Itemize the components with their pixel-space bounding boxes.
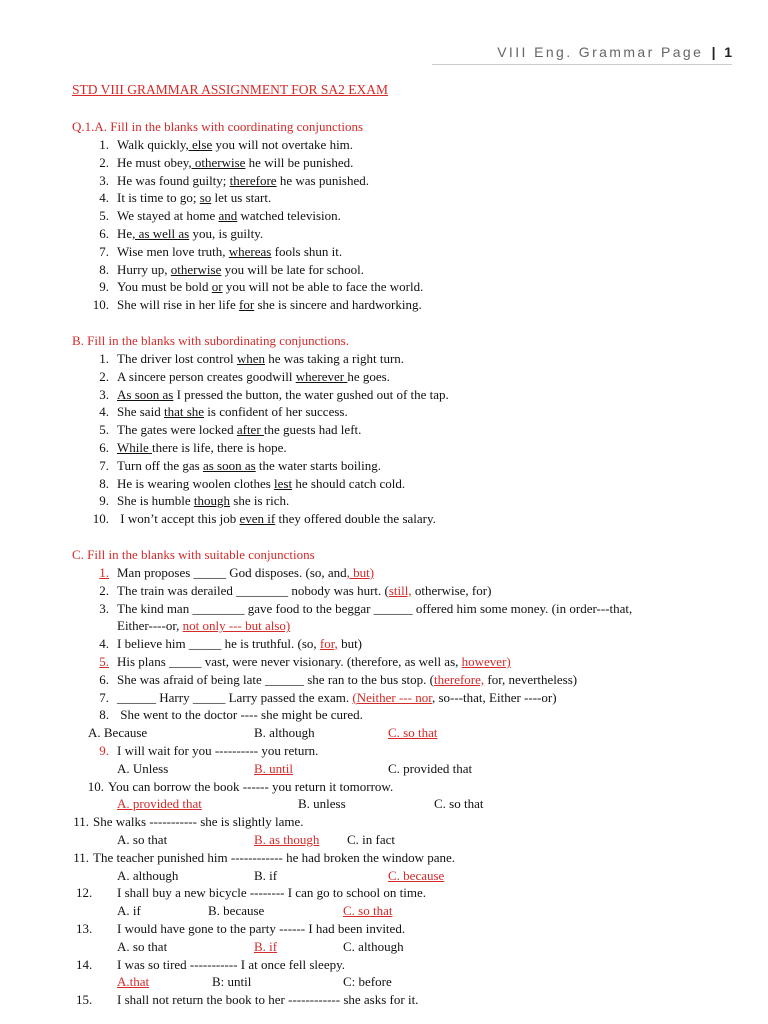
item-text: Walk quickly (117, 137, 186, 152)
section-b-list (72, 350, 732, 528)
option-c-answer: C. because (388, 867, 445, 883)
item-text: he was punished. (276, 172, 370, 188)
item-answer: as soon as (202, 457, 256, 473)
item-number: 10. (92, 297, 109, 313)
item-text: His plans _____ vast, were never visionary. (therefore, as well as, (117, 653, 462, 669)
item-number: 5. (99, 422, 109, 438)
options-row (72, 973, 732, 991)
option-b: B. unless (298, 796, 346, 812)
item-text: he was taking a right turn. (265, 351, 405, 366)
item-answer: not only --- but also) (182, 618, 291, 634)
options-row (72, 760, 732, 778)
item-text: he goes. (347, 368, 390, 384)
item-text: I pressed the button, the water gushed out of the tap. (173, 386, 449, 402)
list-item (72, 778, 732, 796)
option-a: A. so that (117, 938, 168, 954)
item-number: 4. (99, 190, 109, 206)
item-number: 3. (99, 386, 109, 402)
header-divider: | (711, 44, 718, 60)
item-number: 10. (87, 778, 104, 794)
item-number: 1. (99, 137, 109, 152)
option-a-answer: A.that (117, 974, 150, 990)
list-item (72, 956, 732, 974)
item-text: for, nevertheless) (484, 671, 578, 687)
item-text: he will be punished. (245, 154, 354, 170)
item-text: you will be late for school. (221, 261, 364, 277)
options-row (72, 867, 732, 885)
item-number: 8. (99, 475, 109, 491)
options-row (72, 831, 732, 849)
item-text: You can borrow the book ------ you return it tomorrow. (108, 778, 394, 794)
item-text: I would have gone to the party ------ I had been invited. (117, 920, 406, 936)
list-item (72, 635, 732, 653)
item-number: 3. (99, 600, 109, 616)
item-answer: when (236, 351, 266, 366)
item-text: she is sincere and hardworking. (254, 297, 422, 313)
item-number: 13. (76, 920, 93, 936)
item-text: I won’t accept this job (117, 511, 240, 527)
item-number: 5. (99, 208, 109, 224)
section-a-heading: Q.1.A. Fill in the blanks with coordinating conjunctions (72, 119, 364, 134)
list-item (72, 582, 732, 600)
item-text: I believe him _____ he is truthful. (so, (117, 636, 320, 652)
item-number: 7. (99, 457, 109, 473)
item-number: 2. (99, 368, 109, 384)
list-item (72, 706, 732, 724)
item-text: the guests had left. (263, 422, 362, 438)
item-number: 12. (76, 885, 93, 901)
list-item (72, 278, 732, 296)
item-number: 15. (76, 992, 93, 1008)
item-answer: and (218, 208, 238, 224)
item-answer: otherwise (170, 261, 222, 277)
item-answer: though (193, 493, 231, 509)
item-text: there is life, there is hope. (152, 439, 287, 455)
item-text: you, is guilty. (189, 225, 264, 241)
list-item (72, 386, 732, 404)
item-text: You must be bold (117, 279, 212, 295)
list-item (72, 475, 732, 493)
item-number: 7. (99, 689, 109, 705)
list-item (0, 849, 732, 867)
item-text: The driver lost control (117, 351, 237, 366)
item-number: 7. (99, 243, 109, 259)
list-item (72, 350, 732, 368)
option-a: A. so that (117, 831, 168, 847)
list-item (72, 368, 732, 386)
section-b (72, 332, 732, 528)
list-item (72, 403, 732, 421)
item-answer: after (236, 422, 264, 438)
item-number: 11. (73, 814, 89, 830)
item-text: The teacher punished him ------------ he had broken the window pane. (93, 849, 456, 865)
item-answer: wherever (295, 368, 348, 384)
item-text: , so---that, Either ----or) (432, 689, 557, 705)
item-answer: lest (274, 475, 293, 491)
item-answer: for (239, 297, 255, 313)
item-text: Either----or, (117, 618, 183, 634)
section-c (72, 546, 732, 1009)
section-a-list (72, 136, 732, 314)
list-item (72, 600, 732, 618)
item-text: It is time to go; (117, 190, 200, 206)
item-number: 8. (99, 707, 109, 723)
item-answer: , but) (346, 565, 375, 580)
item-answer: so (199, 190, 212, 206)
item-text: she is rich. (230, 493, 290, 509)
item-text: you will not be able to face the world. (222, 279, 424, 295)
option-a-answer: A. provided that (117, 796, 202, 812)
list-item (72, 439, 732, 457)
item-number: 10. (92, 511, 109, 527)
option-a: A. although (117, 867, 179, 883)
item-answer: While (117, 439, 153, 455)
options-row (72, 938, 732, 956)
option-b: B: until (212, 974, 252, 990)
option-a: A. if (117, 903, 141, 919)
item-text: they offered double the salary. (275, 511, 436, 527)
item-answer: for, (319, 636, 338, 652)
item-number: 9. (99, 279, 109, 295)
option-b-answer: B. if (254, 938, 278, 954)
item-text: I was so tired ----------- I at once fell sleepy. (117, 956, 345, 972)
option-a: A. Because (88, 725, 148, 741)
item-text: We stayed at home (117, 208, 219, 224)
list-item (72, 653, 732, 671)
item-number: 1. (99, 351, 109, 366)
item-answer: , as well as (132, 225, 190, 241)
item-text: let us start. (211, 190, 272, 206)
page-number: 1 (724, 44, 732, 60)
item-text: Turn off the gas (117, 457, 203, 473)
item-number: 5. (99, 653, 109, 669)
header-text: VIII Eng. Grammar Page (497, 44, 704, 60)
list-item (0, 813, 732, 831)
item-number: 2. (99, 582, 109, 598)
item-text: She went to the doctor ---- she might be cured. (117, 707, 363, 723)
option-c: C. in fact (347, 831, 396, 847)
item-answer: , else (185, 137, 213, 152)
item-text: He was found guilty; (117, 172, 230, 188)
option-a: A. Unless (117, 760, 169, 776)
item-text: is confident of her success. (204, 404, 348, 420)
item-answer: therefore (229, 172, 277, 188)
item-text: he should catch cold. (292, 475, 406, 491)
item-text: Man proposes _____ God disposes. (so, and (117, 565, 347, 580)
option-c: C: before (343, 974, 392, 990)
item-number: 6. (99, 671, 109, 687)
item-text: She said (117, 404, 164, 420)
section-b-heading: B. Fill in the blanks with subordinating conjunctions. (72, 333, 349, 348)
list-item (72, 421, 732, 439)
option-c: C. provided that (388, 760, 473, 776)
list-item (72, 884, 732, 902)
item-number: 9. (99, 493, 109, 509)
list-item (72, 154, 732, 172)
option-c: C. so that (434, 796, 484, 812)
list-item (72, 207, 732, 225)
list-item (72, 261, 732, 279)
list-item (72, 457, 732, 475)
item-number: 9. (99, 742, 109, 758)
list-item (72, 296, 732, 314)
list-item (72, 920, 732, 938)
list-item (72, 510, 732, 528)
item-number: 4. (99, 404, 109, 420)
list-item (72, 991, 732, 1009)
item-answer: therefore, (433, 671, 485, 687)
options-row (72, 795, 732, 813)
option-c-answer: C. so that (343, 903, 393, 919)
item-text: He must obey (117, 154, 189, 170)
option-b: B. if (254, 867, 278, 883)
item-text: I shall buy a new bicycle -------- I can go to school on time. (117, 885, 427, 901)
page-header (497, 44, 732, 60)
item-text: She is humble (117, 493, 194, 509)
item-answer: however) (461, 653, 511, 669)
item-text: A sincere person creates goodwill (117, 368, 296, 384)
option-c-answer: C. so that (388, 725, 438, 741)
item-text: She will rise in her life (117, 297, 240, 313)
item-text: I will wait for you ---------- you return. (117, 742, 319, 758)
item-answer: , otherwise (188, 154, 246, 170)
item-text: The gates were locked (117, 422, 237, 438)
item-text: but) (337, 636, 363, 652)
item-text: The train was derailed ________ nobody was hurt. ( (117, 582, 389, 598)
list-item (72, 564, 732, 582)
item-text: you will not overtake him. (212, 137, 354, 152)
header-rule (432, 64, 732, 65)
list-item (72, 689, 732, 707)
item-text: The kind man ________ gave food to the beggar ______ offered him some money. (in order---that, (117, 600, 633, 616)
option-b: B. because (208, 903, 265, 919)
option-c: C. although (343, 938, 404, 954)
item-answer: (Neither --- nor (352, 689, 432, 705)
item-text: Wise men love truth, (117, 243, 229, 259)
item-text: watched television. (237, 208, 341, 224)
options-row (72, 724, 732, 742)
list-item (72, 189, 732, 207)
item-answer: As soon as (117, 386, 174, 402)
item-text: fools shun it. (271, 243, 343, 259)
item-number: 14. (76, 956, 93, 972)
item-number: 2. (99, 154, 109, 170)
list-item-continued (72, 617, 732, 635)
page-title: STD VIII GRAMMAR ASSIGNMENT FOR SA2 EXAM (72, 82, 389, 97)
item-number: 6. (99, 225, 109, 241)
options-row (72, 902, 732, 920)
list-item (72, 172, 732, 190)
item-text: I shall not return the book to her ------------ she asks for it. (117, 992, 419, 1008)
list-item (72, 671, 732, 689)
section-c-heading: C. Fill in the blanks with suitable conjunctions (72, 547, 315, 562)
item-number: 11. (73, 849, 89, 865)
item-number: 1. (99, 565, 109, 580)
item-answer: whereas (228, 243, 272, 259)
list-item (72, 225, 732, 243)
item-answer: or (211, 279, 223, 295)
section-a (72, 118, 732, 314)
item-text: She walks ----------- she is slightly lame. (93, 814, 304, 830)
list-item (72, 742, 732, 760)
item-answer: that she (163, 404, 205, 420)
option-b: B. although (254, 725, 315, 741)
list-item (72, 492, 732, 510)
item-number: 8. (99, 261, 109, 277)
item-answer: even if (239, 511, 276, 527)
option-b-answer: B. as though (254, 831, 320, 847)
item-text: She was afraid of being late ______ she ran to the bus stop. ( (117, 671, 434, 687)
item-text: ______ Harry _____ Larry passed the exam. (117, 689, 353, 705)
item-text: otherwise, for) (411, 582, 492, 598)
list-item (72, 243, 732, 261)
item-text: the water starts boiling. (255, 457, 381, 473)
item-number: 3. (99, 172, 109, 188)
item-text: He is wearing woolen clothes (117, 475, 275, 491)
item-text: He (117, 225, 133, 241)
item-number: 6. (99, 439, 109, 455)
item-answer: still, (388, 582, 412, 598)
option-b-answer: B. until (254, 760, 294, 776)
list-item (72, 136, 732, 154)
item-text: Hurry up, (117, 261, 171, 277)
item-number: 4. (99, 636, 109, 652)
